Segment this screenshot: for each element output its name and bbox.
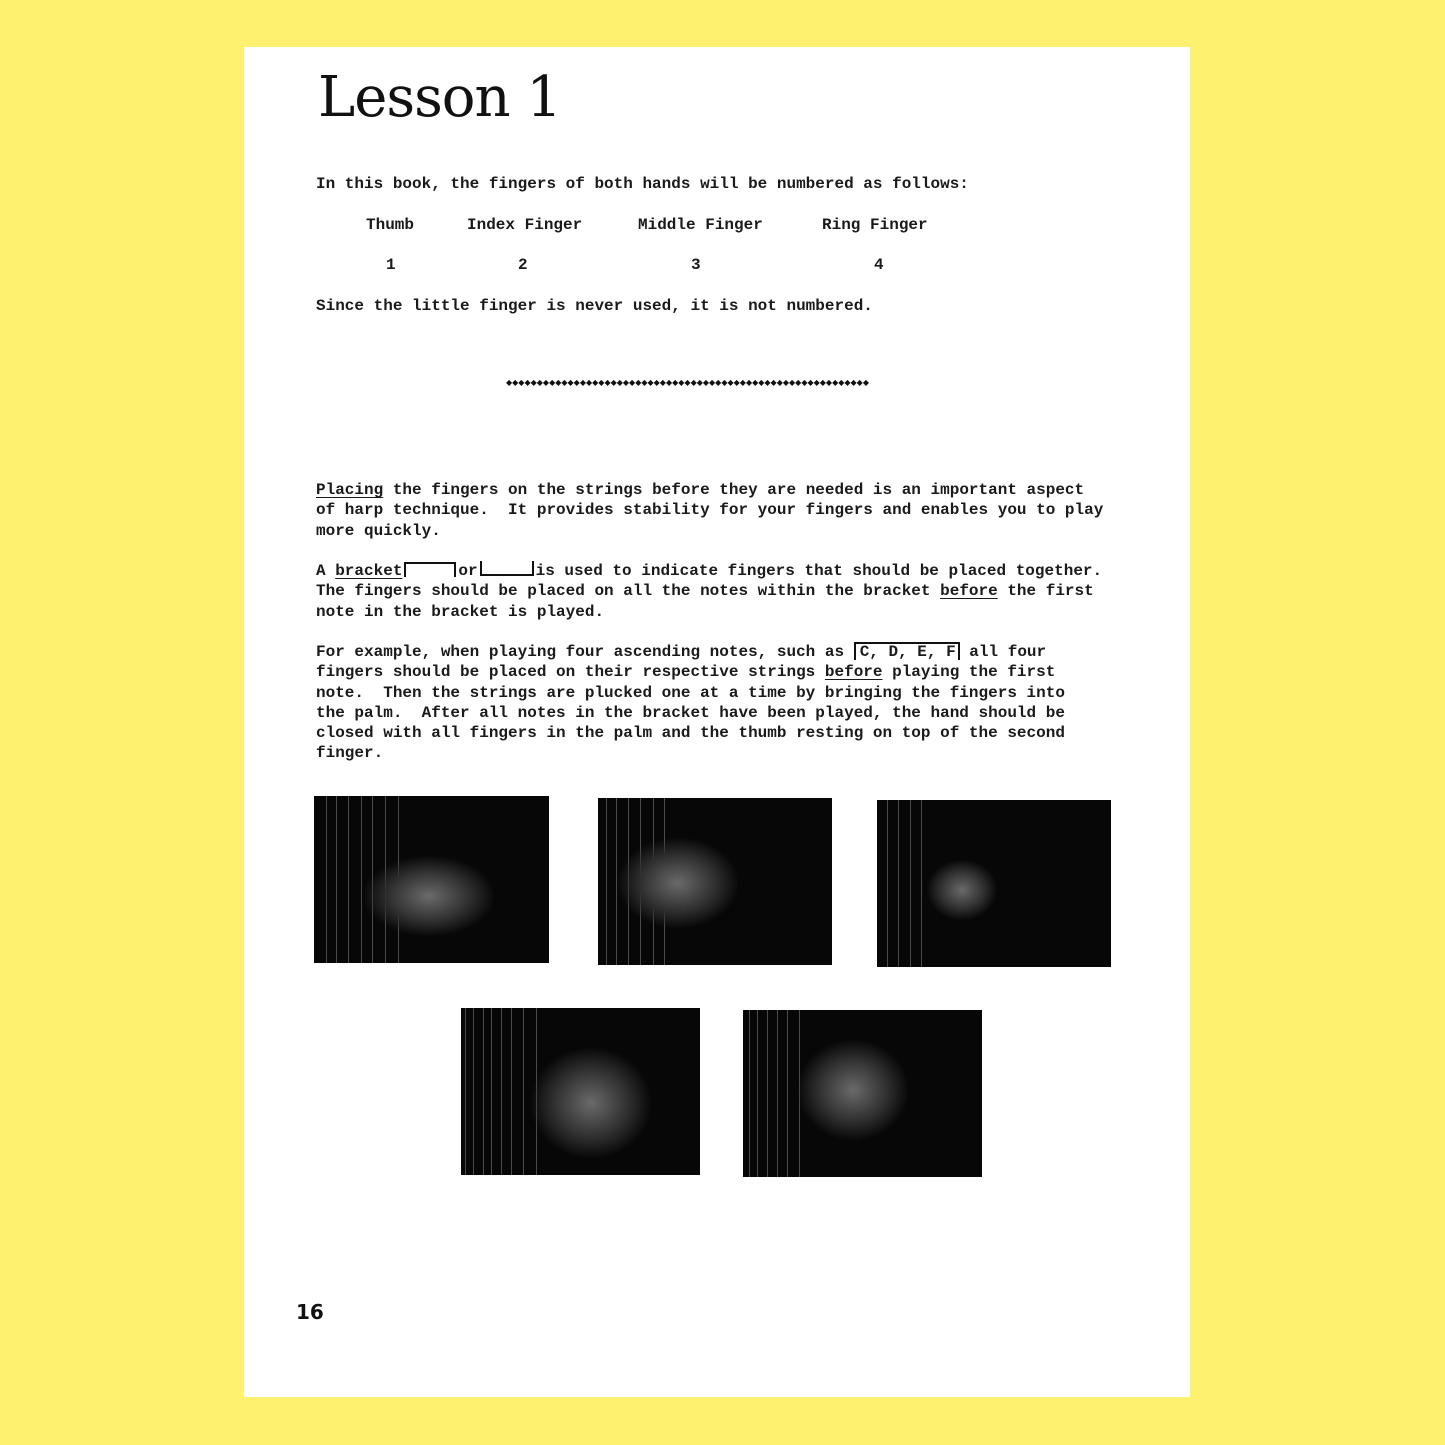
finger-number-1: 1 bbox=[386, 256, 396, 274]
little-finger-note: Since the little finger is never used, it is not numbered. bbox=[316, 297, 873, 315]
finger-number-2: 2 bbox=[518, 256, 528, 274]
example-paragraph bbox=[316, 642, 1065, 764]
page-title: Lesson 1 bbox=[318, 65, 562, 130]
hand-photo-5 bbox=[743, 1010, 982, 1177]
finger-name-index: Index Finger bbox=[467, 216, 583, 234]
page-number: 16 bbox=[296, 1300, 324, 1324]
hand-photo-4 bbox=[461, 1008, 700, 1175]
example-line-6: finger. bbox=[316, 744, 384, 763]
bracket-over-symbol bbox=[404, 562, 456, 577]
hand-photo-3 bbox=[877, 800, 1111, 967]
bracket-under-symbol bbox=[480, 561, 534, 576]
intro-text: In this book, the fingers of both hands will be numbered as follows: bbox=[316, 175, 969, 193]
bracket-line-2-end: the first bbox=[997, 582, 1094, 601]
bracket-post: is used to indicate fingers that should be placed together. bbox=[535, 562, 1103, 580]
placing-line-2: of harp technique. It provides stability for your fingers and enables you to play bbox=[316, 501, 1104, 520]
section-divider: ◆◆◆◆◆◆◆◆◆◆◆◆◆◆◆◆◆◆◆◆◆◆◆◆◆◆◆◆◆◆◆◆◆◆◆◆◆◆◆◆◆◆◆◆◆◆◆◆◆◆◆◆◆◆◆◆◆◆◆ bbox=[506, 378, 869, 387]
placing-line-3: more quickly. bbox=[316, 521, 441, 540]
finger-name-ring: Ring Finger bbox=[822, 216, 928, 234]
example-line-4: the palm. After all notes in the bracket have been played, the hand should be bbox=[316, 703, 1065, 722]
finger-number-3: 3 bbox=[691, 256, 701, 274]
bracket-or: or bbox=[458, 562, 478, 580]
bracket-paragraph bbox=[316, 561, 1102, 622]
placing-line-1: the fingers on the strings before they are needed is an important aspect bbox=[383, 481, 1085, 499]
bracket-line-3: note in the bracket is played. bbox=[316, 602, 605, 621]
example-line-1-end: all four bbox=[959, 643, 1047, 661]
bracket-keyword: bracket bbox=[335, 562, 403, 580]
placing-keyword: Placing bbox=[316, 481, 384, 499]
bracket-line-2: The fingers should be placed on all the notes within the bracket bbox=[316, 582, 941, 601]
example-line-2: fingers should be placed on their respective strings bbox=[316, 663, 825, 682]
finger-name-thumb: Thumb bbox=[366, 216, 415, 234]
example-before-emphasis: before bbox=[824, 663, 883, 682]
example-line-1: For example, when playing four ascending notes, such as bbox=[316, 643, 854, 661]
placing-paragraph bbox=[316, 480, 1103, 541]
example-line-3: note. Then the strings are plucked one at a time by bringing the fingers into bbox=[316, 683, 1065, 702]
example-line-2-end: playing the first bbox=[882, 663, 1056, 682]
book-page bbox=[244, 47, 1190, 1397]
hand-photo-1 bbox=[314, 796, 549, 963]
hand-photo-2 bbox=[598, 798, 832, 965]
bracket-before-emphasis: before bbox=[940, 582, 998, 601]
example-line-5: closed with all fingers in the palm and the thumb resting on top of the second bbox=[316, 724, 1065, 743]
finger-number-4: 4 bbox=[874, 256, 884, 274]
notes-bracket: C, D, E, F bbox=[854, 642, 960, 660]
finger-name-middle: Middle Finger bbox=[638, 216, 763, 234]
bracket-pre: A bbox=[316, 562, 336, 580]
